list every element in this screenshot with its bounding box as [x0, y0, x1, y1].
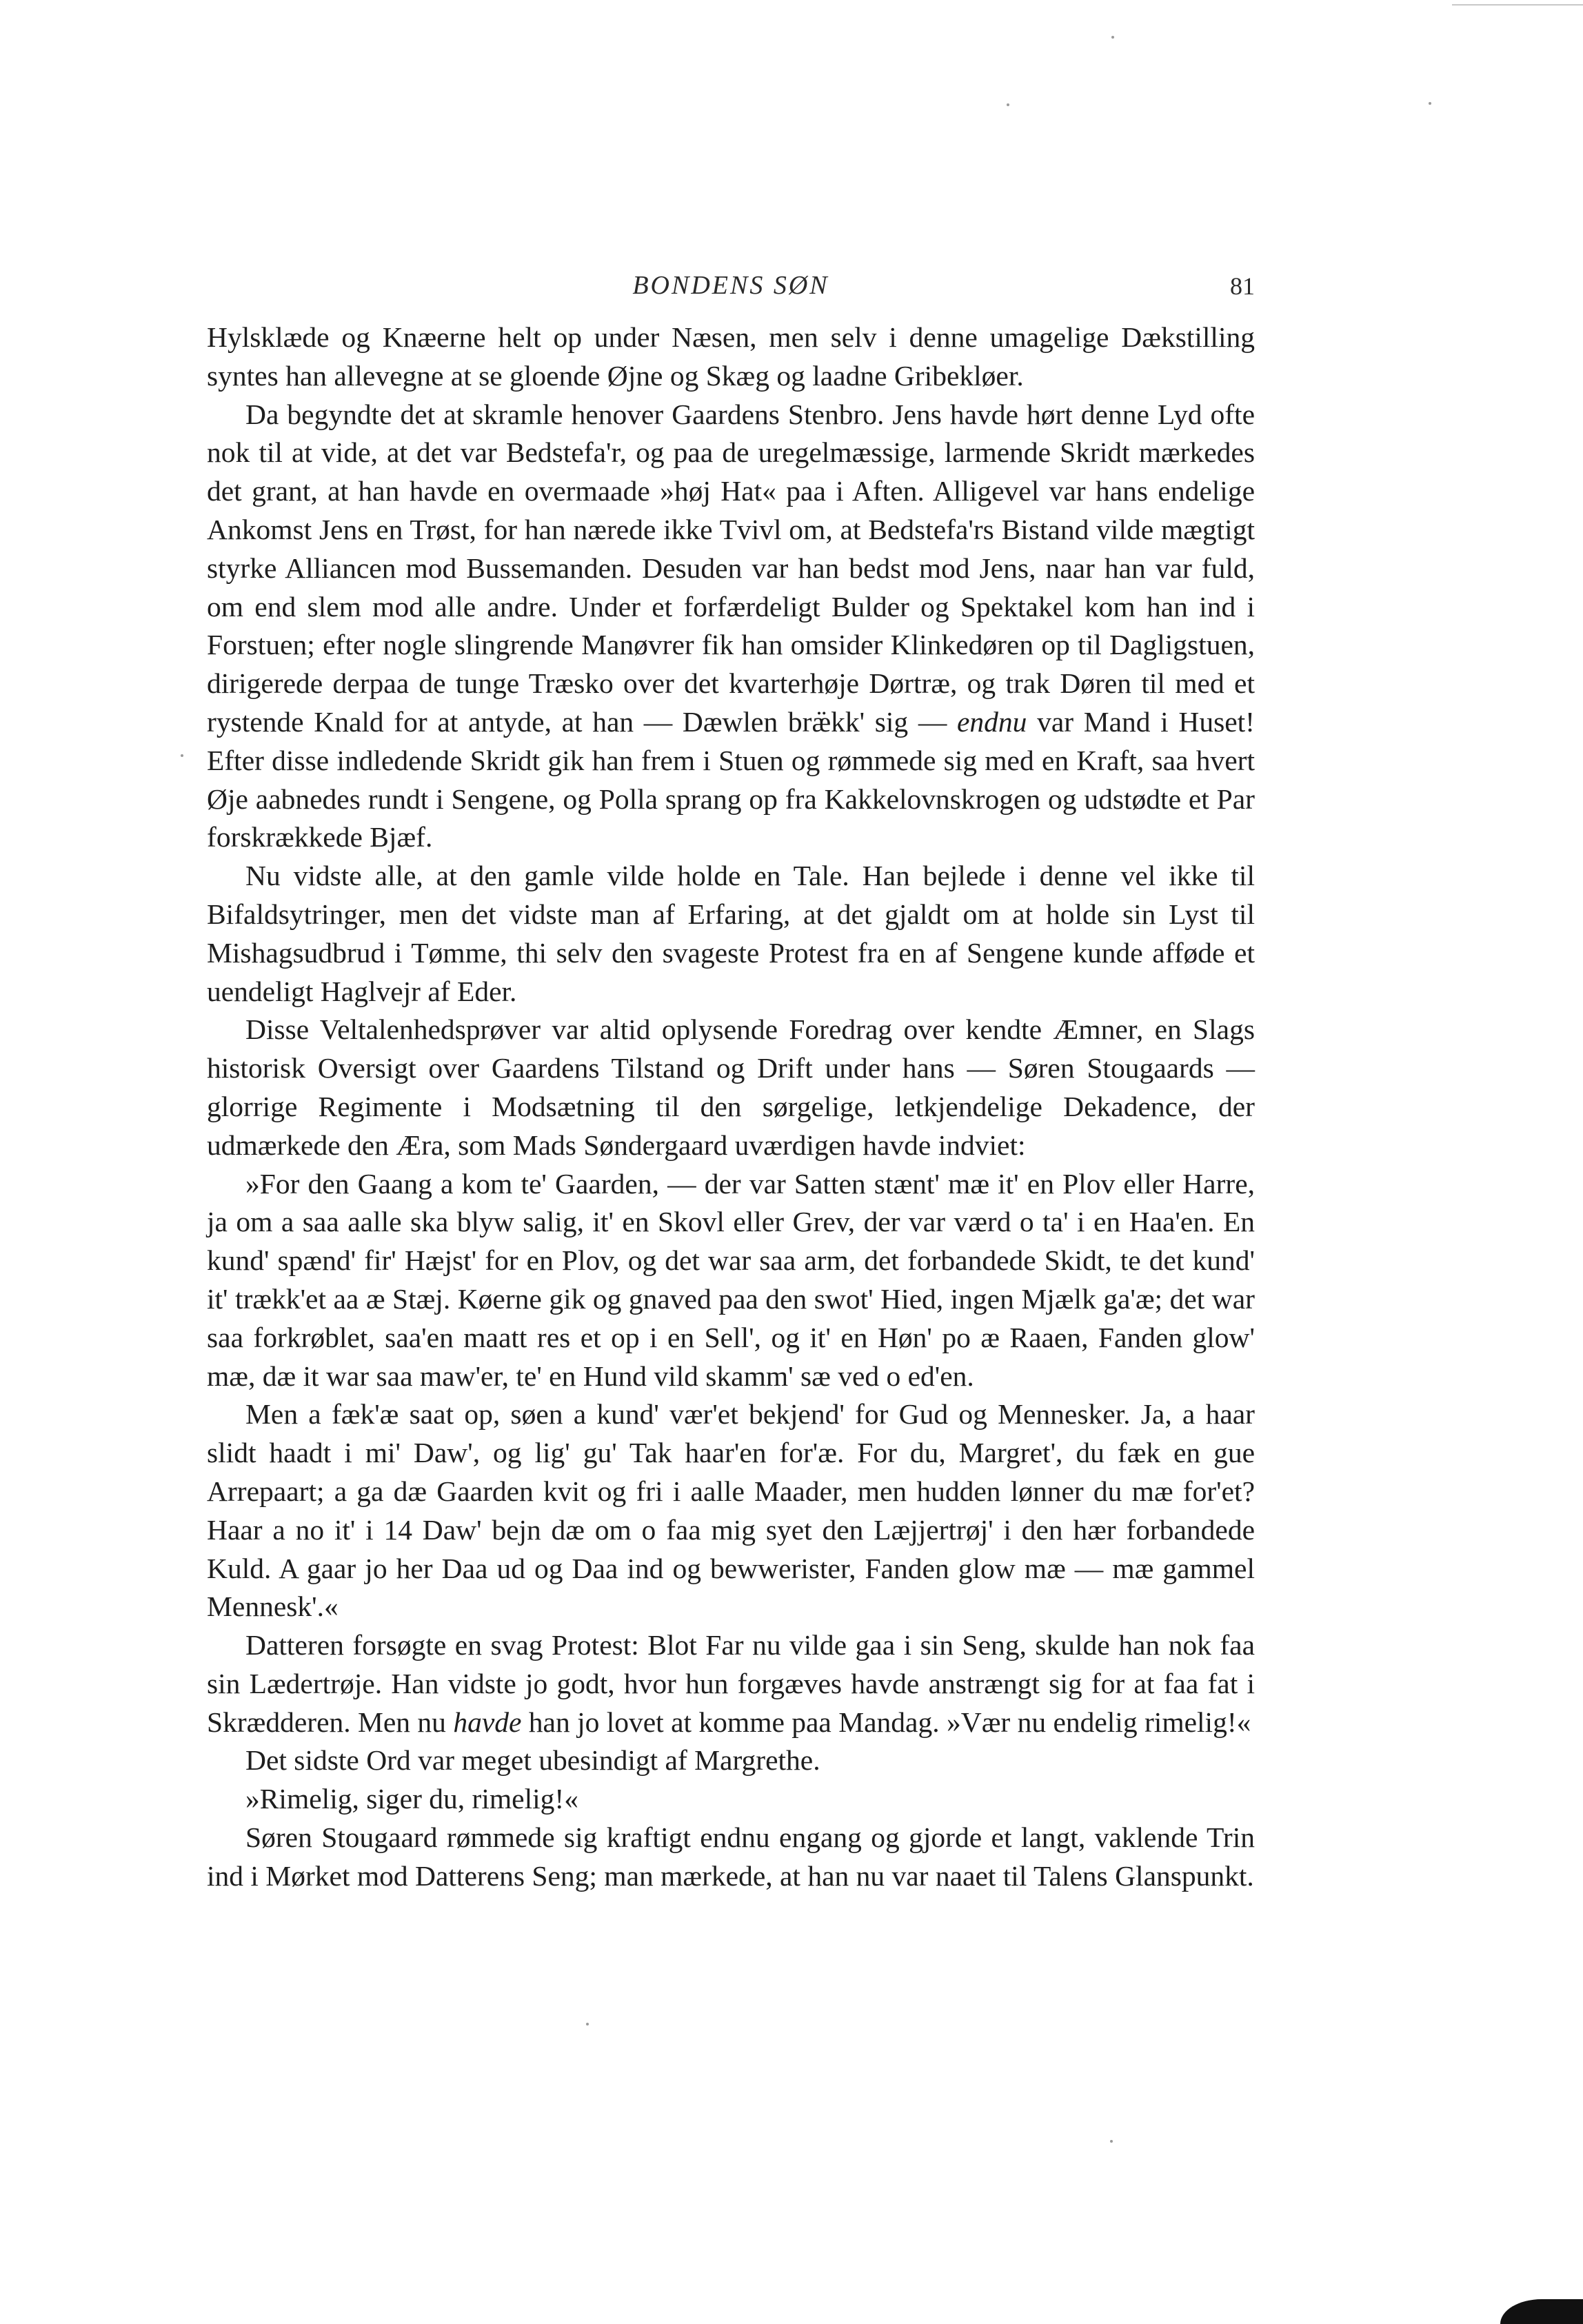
paragraph-9: »Rimelig, siger du, rimelig!« — [245, 1783, 578, 1815]
paragraph-7 — [207, 1626, 1255, 1741]
running-title: BONDENS SØN — [632, 271, 829, 300]
page-number: 81 — [1230, 272, 1255, 300]
paragraph-3: Nu vidste alle, at den gamle vilde holde en Tale. Han bejlede i denne vel ikke til Bifaldsytringer, men det vidste man af Erfaring, at det gjaldt om at holde sin Lyst til Mishagsudbrud i Tømme, thi selv den svageste Protest fra en af Sengene kunde afføde et uendeligt Haglvejr af Eder. — [207, 860, 1255, 1007]
paragraph-7-continued: han jo lovet at komme paa Mandag. »Vær nu endelig rimelig!« — [528, 1706, 1251, 1738]
paragraph-10: Søren Stougaard rømmede sig kraftigt endnu engang og gjorde et langt, vaklende Trin ind i Mørket mod Datterens Seng; man mærkede, at han nu var naaet til Talens Glanspunkt. — [207, 1821, 1255, 1892]
body-text — [207, 319, 1255, 1896]
paragraph-7-text: Datteren forsøgte en svag Protest: Blot Far nu vilde gaa i sin Seng, skulde han nok faa sin Lædertrøje. Han vidste jo godt, hvor hun forgæves havde anstrængt sig for at faa fat i Skrædderen. Men nu — [207, 1629, 1255, 1738]
emphasis-endnu: endnu — [957, 705, 1027, 738]
paragraph-1: Hylsklæde og Knæerne helt op under Næsen, men selv i denne umagelige Dækstilling syntes han allevegne at se gloende Øjne og Skæg og laadne Gribekløer. — [207, 321, 1255, 392]
page-header — [207, 270, 1255, 305]
paragraph-2 — [207, 396, 1255, 858]
paragraph-6: Men a fæk'æ saat op, søen a kund' vær'et bekjend' for Gud og Mennesker. Ja, a haar slidt haadt i mi' Daw', og lig' gu' Tak haar'en for'æ. For du, Margret', du fæk en gue Arrepaart; a ga dæ Gaarden kvit og fri i aalle Maader, men hudden lønner du mæ for'et? Haar a no it' i 14 Daw' bejn dæ om o faa mig syet den Læjjertrøj' i den hær forbandede Kuld. A gaar jo her Daa ud og Daa ind og bewwerister, Fanden glow mæ — mæ gammel Mennesk'.« — [207, 1398, 1255, 1623]
emphasis-havde: havde — [453, 1706, 522, 1738]
scan-speck — [586, 2023, 589, 2025]
paragraph-8: Det sidste Ord var meget ubesindigt af Margrethe. — [245, 1744, 820, 1777]
scan-speck — [1007, 103, 1009, 106]
paragraph-2-text: Da begyndte det at skramle henover Gaardens Stenbro. Jens havde hørt denne Lyd ofte nok til at vide, at det var Bedstefa'r, og paa de uregelmæssige, larmende Skridt mærkedes det grant, at han havde en overmaade »høj Hat« paa i Aften. Alligevel var hans endelige Ankomst Jens en Trøst, for han nærede ikke Tvivl om, at Bedstefa'rs Bistand vilde mægtigt styrke Alliancen mod Bussemanden. Desuden var han bedst mod Jens, naar han var fuld, om end slem mod alle andre. Under et forfærdeligt Bulder og Spektakel kom han ind i Forstuen; efter nogle slingrende Manøvrer fik han omsider Klinkedøren op til Dagligstuen, dirigerede derpaa de tunge Træsko over det kvarterhøje Dørtræ, og trak Døren til med et rystende Knald for at antyde, at han — Dæwlen bræ̈kk' sig — — [207, 398, 1255, 738]
scan-speck — [1111, 36, 1114, 39]
scan-speck — [1110, 2140, 1113, 2143]
paragraph-4: Disse Veltalenhedsprøver var altid oplysende Foredrag over kendte Æmner, en Slags historisk Oversigt over Gaardens Tilstand og Drift under hans — Søren Stougaards — glorrige Regimente i Modsætning til den sørgelige, letkjendelige Dekadence, der udmærkede den Æra, som Mads Søndergaard uværdigen havde indviet: — [207, 1013, 1255, 1161]
scan-speck — [181, 754, 183, 757]
scan-edge-line — [1452, 4, 1583, 6]
paragraph-5: »For den Gaang a kom te' Gaarden, — der var Satten stænt' mæ it' en Plov eller Harre, ja om a saa aalle ska blyw salig, it' en Skovl eller Grev, der var værd o ta' i en Haa'en. En kund' spænd' fir' Hæjst' for en Plov, og det war saa arm, det forbandede Skidt, te det kund' it' trækk'et aa æ Stæj. Køerne gik og gnaved paa den swot' Hied, ingen Mjælk ga'æ; det war saa forkrøblet, saa'en maatt res et op i en Sell', og it' en Høn' po æ Raaen, Fanden glow' mæ, dæ it war saa maw'er, te' en Hund vild skamm' sæ ved o ed'en. — [207, 1167, 1255, 1392]
paragraph-2-continued: var Mand i Huset! Efter disse indledende Skridt gik han frem i Stuen og rømmede sig med en Kraft, saa hvert Øje aabnedes rundt i Sengene, og Polla sprang op fra Kakkelovnskrogen og udstødte et Par forskrækkede Bjæf. — [207, 705, 1256, 853]
scan-corner-tab — [1500, 2299, 1583, 2324]
scan-speck — [1429, 102, 1431, 105]
